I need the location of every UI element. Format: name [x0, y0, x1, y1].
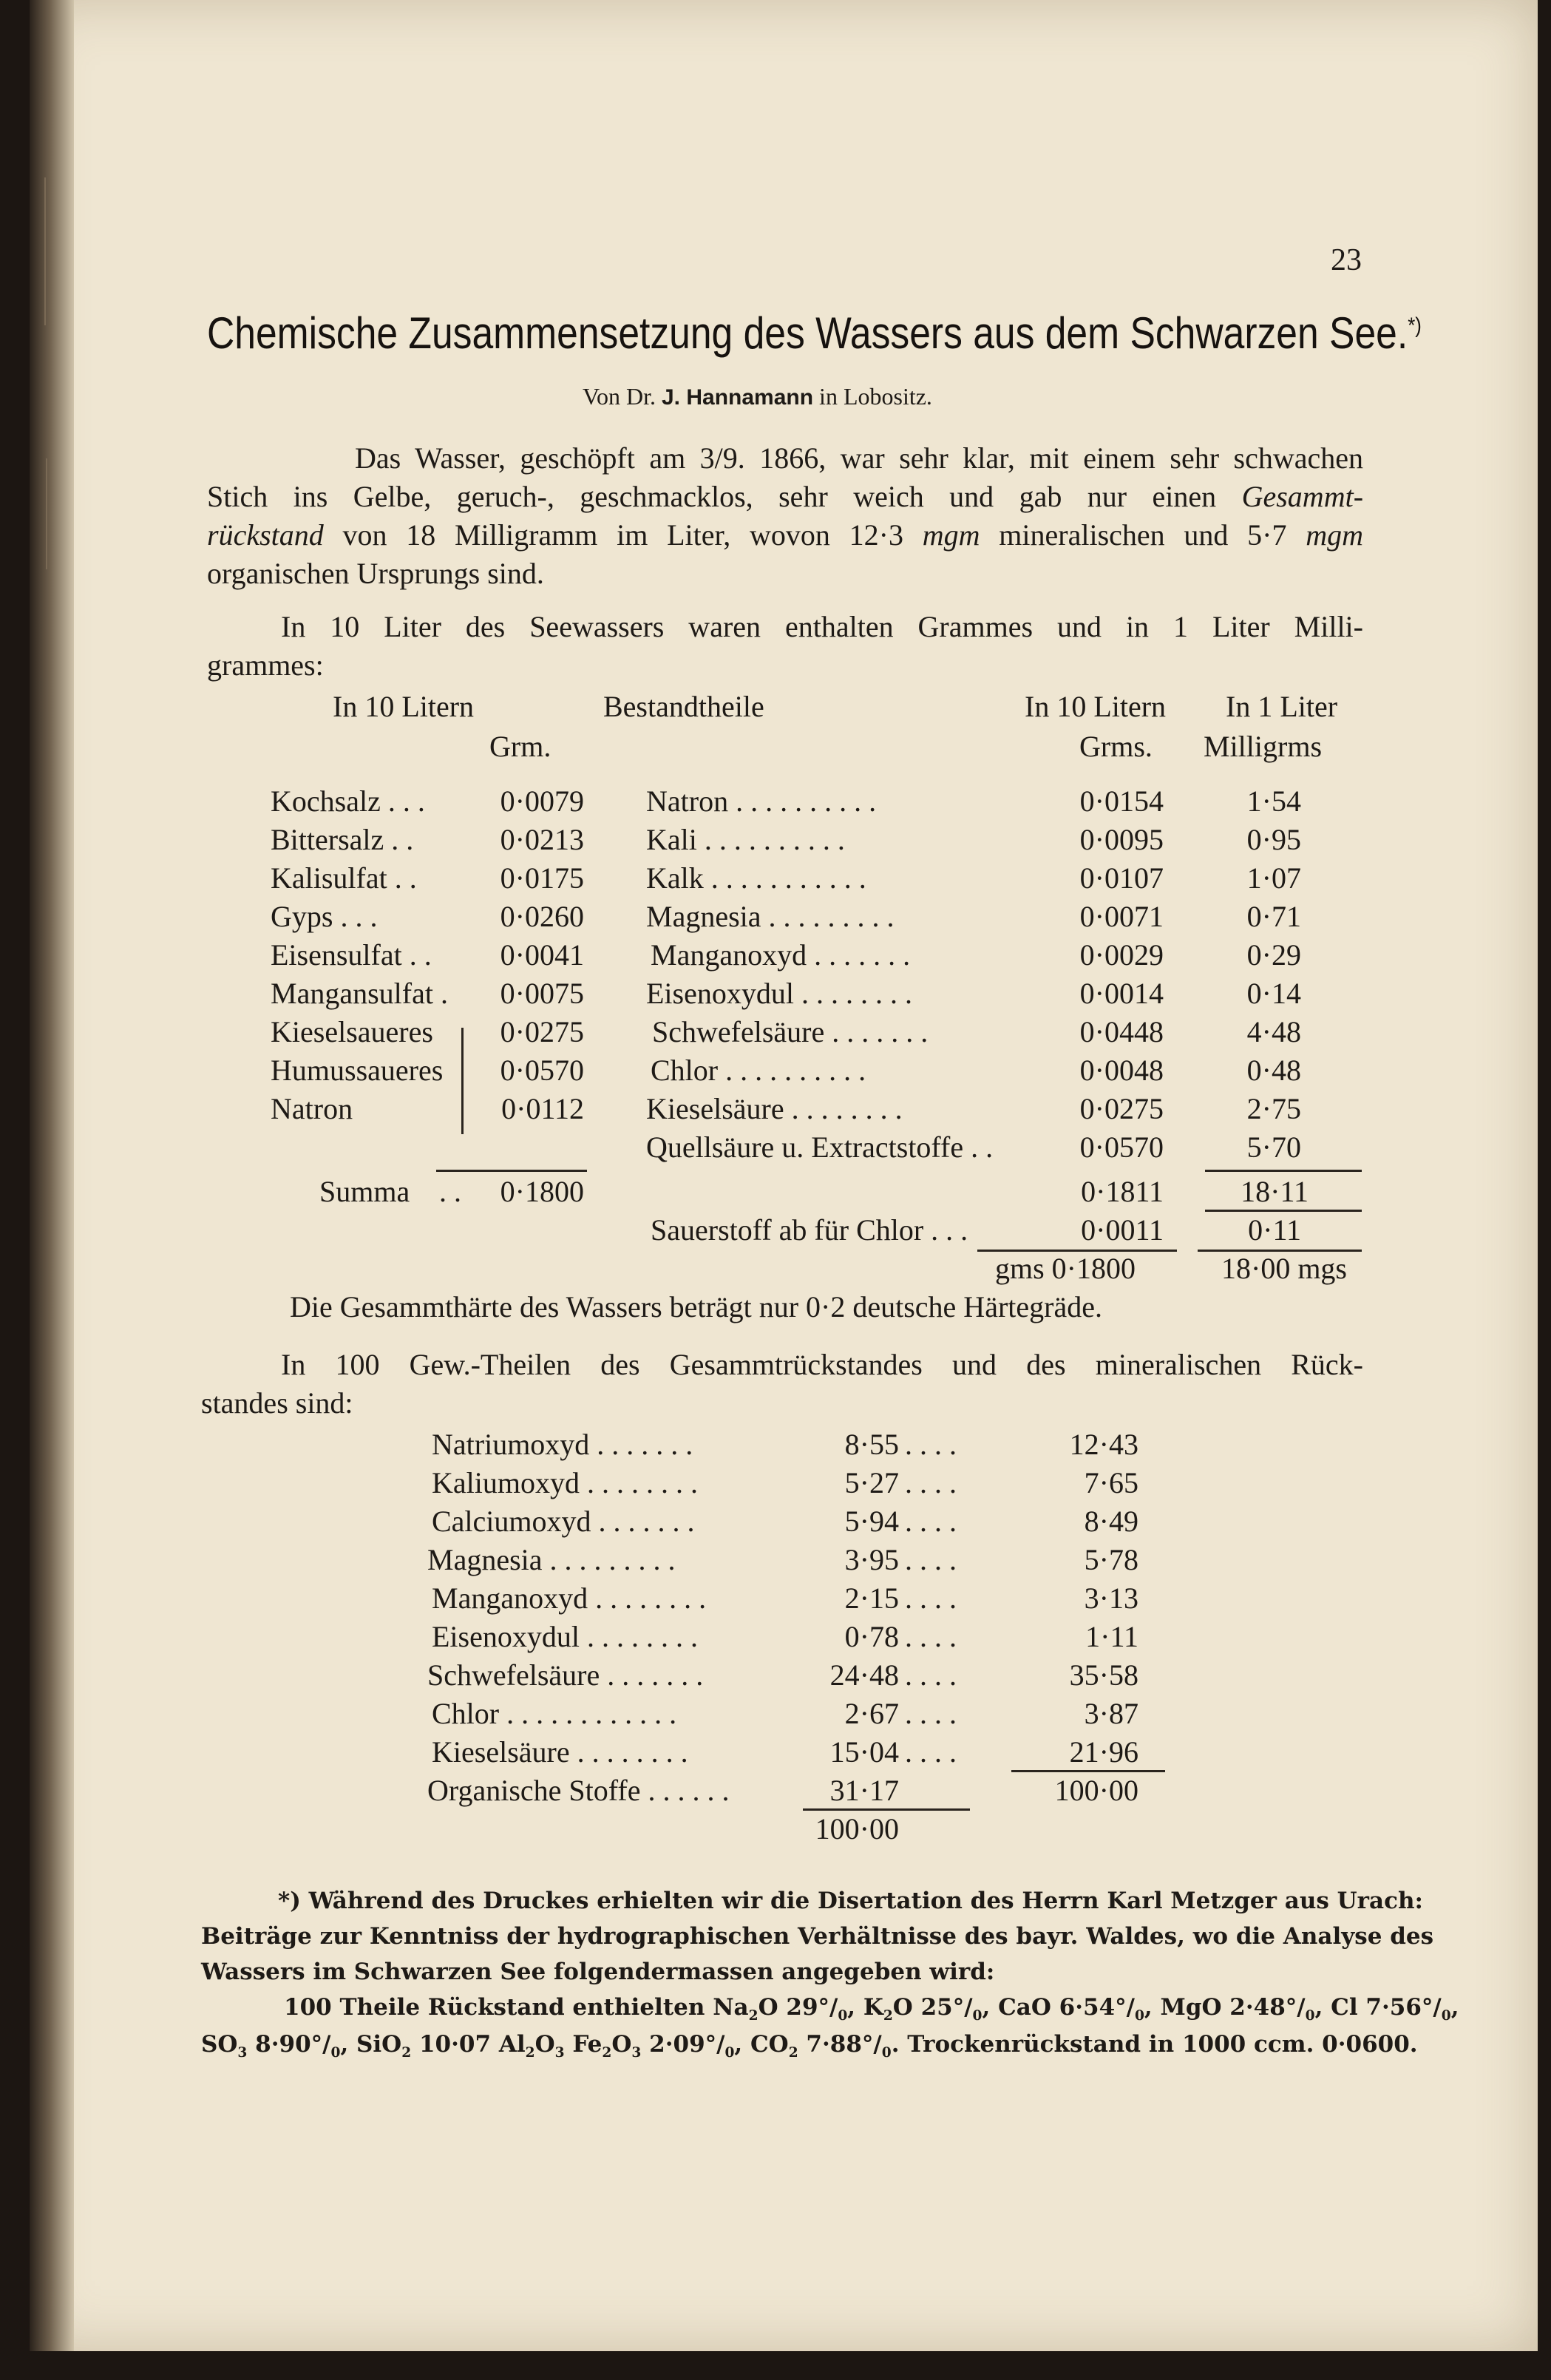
- table1-right-name: Manganoxyd . . . . . . .: [651, 938, 911, 972]
- table2-dots: . . . .: [905, 1543, 957, 1576]
- paragraph-line: Das Wasser, geschöpft am 3/9. 1866, war sehr klar, mit einem sehr schwachen: [355, 441, 1363, 475]
- article-title: [207, 308, 1422, 359]
- table2-value-b: 35·58: [1069, 1658, 1138, 1692]
- table1-header-left-unit: Grm.: [489, 730, 551, 763]
- footnote-line: *) Während des Druckes erhielten wir die Disertation des Herrn Karl Metzger aus Urach:: [278, 1888, 1423, 1914]
- table1-right-grams: 0·0570: [1079, 1130, 1164, 1164]
- table2-name: Natriumoxyd . . . . . . .: [432, 1428, 693, 1461]
- paragraph-line: rückstand von 18 Milligramm im Liter, wovon 12·3 mgm mineralischen und 5·7 mgm: [207, 518, 1364, 552]
- table1-right-name: Kali . . . . . . . . . .: [646, 823, 845, 856]
- table1-final-mg: 18·00 mgs: [1221, 1252, 1347, 1285]
- table1-header-grams-unit: Grms.: [1079, 730, 1153, 763]
- table2-total-a: 100·00: [815, 1812, 899, 1845]
- byline-suffix: in Lobositz.: [819, 383, 932, 410]
- table2-name: Kaliumoxyd . . . . . . . .: [432, 1466, 698, 1499]
- author-name: J. Hannamann: [661, 385, 814, 410]
- table1-left-value: 0·0260: [500, 900, 584, 933]
- table1-oxygen-grams: 0·0011: [1081, 1213, 1164, 1247]
- table1-header-grams: In 10 Litern: [1025, 690, 1167, 723]
- table1-left-name: Kieselsaueres: [271, 1015, 433, 1048]
- table1-right-grams: 0·0154: [1079, 784, 1164, 818]
- table1-oxygen-mg: 0·11: [1248, 1213, 1301, 1247]
- table2-value-b: 12·43: [1069, 1428, 1138, 1461]
- table2-value-a: 2·15: [844, 1581, 899, 1615]
- table1-left-value: 0·0075: [500, 977, 584, 1010]
- table1-header-mg-unit: Milligrms: [1204, 730, 1323, 763]
- table2-value-b: 3·13: [1084, 1581, 1138, 1615]
- title-text: Chemische Zusammensetzung des Wassers aus dem Schwarzen See.: [207, 308, 1408, 358]
- table2-value-b: 21·96: [1069, 1735, 1138, 1769]
- subtotal-rule: [1205, 1170, 1362, 1172]
- table2-value-b: 1·11: [1085, 1620, 1138, 1653]
- footnote-formula-line: $SO_3$ $8\cdot 90^\circ/_0$, SiO$_2$ 10·07 $Al_2O_3$ $Fe_2O_3$ $2\cdot 09^\circ/_0$, $CO_2$ $7\cdot 88^\circ/_0$. Trockenrückstand in 1000 ccm. 0·0600.: [201, 2031, 1418, 2061]
- table1-right-name: Eisenoxydul . . . . . . . .: [646, 977, 912, 1010]
- footnote-line: Beiträge zur Kenntniss der hydrographischen Verhältnisse des bayr. Waldes, wo die Analyse des: [201, 1923, 1434, 1950]
- table1-right-mg: 0·48: [1246, 1054, 1301, 1087]
- table1-left-value: 0·0175: [500, 861, 584, 895]
- table1-right-name: Natron . . . . . . . . . .: [646, 784, 877, 818]
- table2-value-a: 24·48: [829, 1658, 899, 1692]
- curly-brace: [461, 1028, 474, 1134]
- paragraph-line: standes sind:: [201, 1386, 353, 1420]
- table1-left-name: Eisensulfat . .: [271, 938, 432, 972]
- table2-value-a: 3·95: [844, 1543, 899, 1576]
- table1-header-left: In 10 Litern: [333, 690, 475, 723]
- table2-name: Calciumoxyd . . . . . . .: [432, 1505, 695, 1538]
- table1-left-value: 0·0041: [500, 938, 584, 972]
- paragraph-line: In 100 Gew.-Theilen des Gesammtrückstandes und des mineralischen Rück-: [281, 1348, 1363, 1381]
- paragraph-line: grammes:: [207, 648, 324, 682]
- paragraph-line: organischen Ursprungs sind.: [207, 557, 544, 590]
- table1-sum-dots: . .: [439, 1175, 461, 1208]
- paragraph-line: Stich ins Gelbe, geruch-, geschmacklos, sehr weich und gab nur einen Gesammt-: [207, 480, 1364, 513]
- footnote-formula-line: 100 Theile Rückstand enthielten $Na_2O$ $29^\circ/_0$, $K_2O$ $25^\circ/_0$, CaO $6\cdot 54^\circ/_0$, MgO $2\cdot 48^\circ/_0$, Cl $7\cdot 56^\circ/_0$,: [284, 1994, 1459, 2024]
- page-number: 23: [1331, 243, 1362, 277]
- table1-left-value: 0·0570: [500, 1054, 584, 1087]
- table2-rule-a: [803, 1808, 970, 1811]
- table1-subtotal-mg: 18·11: [1241, 1175, 1309, 1208]
- table2-value-a: 2·67: [844, 1697, 899, 1730]
- table2-value-b: 3·87: [1084, 1697, 1138, 1730]
- table2-dots: . . . .: [905, 1581, 957, 1615]
- table2-name: Kieselsäure . . . . . . . .: [432, 1735, 688, 1769]
- table2-value-b: 5·78: [1084, 1543, 1138, 1576]
- table1-header-middle: Bestandtheile: [603, 690, 764, 723]
- byline: [583, 383, 932, 410]
- table2-dots: . . . .: [905, 1697, 957, 1730]
- table2-value-a: 31·17: [829, 1774, 899, 1807]
- table2-dots: . . . .: [905, 1658, 957, 1692]
- table1-right-name: Magnesia . . . . . . . . .: [646, 900, 895, 933]
- table1-right-name: Chlor . . . . . . . . . .: [651, 1054, 866, 1087]
- table1-left-value: 0·0079: [500, 784, 584, 818]
- sum-rule: [436, 1170, 587, 1172]
- table1-right-grams: 0·0071: [1079, 900, 1164, 933]
- table2-value-a: 5·94: [844, 1505, 899, 1538]
- table1-right-mg: 4·48: [1246, 1015, 1301, 1048]
- table1-right-name: Kalk . . . . . . . . . . .: [646, 861, 866, 895]
- table2-name: Eisenoxydul . . . . . . . .: [432, 1620, 698, 1653]
- table1-right-name: Kieselsäure . . . . . . . .: [646, 1092, 903, 1125]
- footnote-line: Wassers im Schwarzen See folgendermassen angegeben wird:: [201, 1959, 995, 1985]
- table1-right-name: Schwefelsäure . . . . . . .: [652, 1015, 929, 1048]
- table1-left-name: Kochsalz . . .: [271, 784, 425, 818]
- table1-final-grams: gms 0·1800: [995, 1252, 1136, 1285]
- table2-value-a: 0·78: [844, 1620, 899, 1653]
- table2-value-a: 8·55: [844, 1428, 899, 1461]
- paper-page: [30, 0, 1538, 2351]
- table1-left-name: Mangansulfat .: [271, 977, 448, 1010]
- table1-left-value: 0·0275: [500, 1015, 584, 1048]
- table2-value-a: 15·04: [829, 1735, 899, 1769]
- table2-name: Organische Stoffe . . . . . .: [427, 1774, 730, 1807]
- book-gutter: [30, 0, 74, 2351]
- table1-right-grams: 0·0107: [1079, 861, 1164, 895]
- table1-sum-value: 0·1800: [500, 1175, 584, 1208]
- table1-right-grams: 0·0048: [1079, 1054, 1164, 1087]
- table1-sum-label: Summa: [319, 1175, 410, 1208]
- table1-left-name: Gyps . . .: [271, 900, 378, 933]
- table2-dots: . . . .: [905, 1620, 957, 1653]
- table1-subtotal-grams: 0·1811: [1081, 1175, 1164, 1208]
- table1-left-name: Humussaueres: [271, 1054, 444, 1087]
- table1-right-mg: 0·71: [1246, 900, 1301, 933]
- table2-total-b: 100·00: [1054, 1774, 1138, 1807]
- table2-name: Manganoxyd . . . . . . . .: [432, 1581, 707, 1615]
- table1-right-mg: 2·75: [1246, 1092, 1301, 1125]
- byline-prefix: Von Dr.: [583, 383, 656, 410]
- title-footnote-marker: *): [1408, 313, 1422, 338]
- table1-header-mg: In 1 Liter: [1226, 690, 1338, 723]
- table1-right-mg: 0·14: [1246, 977, 1301, 1010]
- table2-dots: . . . .: [905, 1466, 957, 1499]
- table1-right-grams: 0·0014: [1079, 977, 1164, 1010]
- table2-value-b: 7·65: [1084, 1466, 1138, 1499]
- margin-mark: [46, 458, 47, 569]
- table2-value-b: 8·49: [1084, 1505, 1138, 1538]
- table1-right-mg: 1·54: [1246, 784, 1301, 818]
- table2-name: Magnesia . . . . . . . . .: [427, 1543, 676, 1576]
- table2-dots: . . . .: [905, 1735, 957, 1769]
- table1-left-name: Bittersalz . .: [271, 823, 414, 856]
- table1-right-grams: 0·0095: [1079, 823, 1164, 856]
- margin-mark: [44, 177, 46, 325]
- table1-right-grams: 0·0275: [1079, 1092, 1164, 1125]
- table2-dots: . . . .: [905, 1428, 957, 1461]
- table1-right-mg: 5·70: [1246, 1130, 1301, 1164]
- table1-left-value: 0·0213: [500, 823, 584, 856]
- table1-right-mg: 0·29: [1246, 938, 1301, 972]
- table1-right-name: Quellsäure u. Extractstoffe . .: [646, 1130, 994, 1164]
- table2-name: Schwefelsäure . . . . . . .: [427, 1658, 704, 1692]
- table2-name: Chlor . . . . . . . . . . . .: [432, 1697, 677, 1730]
- table2-dots: . . . .: [905, 1505, 957, 1538]
- table1-right-grams: 0·0448: [1079, 1015, 1164, 1048]
- table1-oxygen-label: Sauerstoff ab für Chlor . . .: [651, 1213, 968, 1247]
- subtotal-underline: [1205, 1210, 1362, 1212]
- paragraph-line: In 10 Liter des Seewassers waren enthalten Grammes und in 1 Liter Milli-: [281, 610, 1363, 643]
- table1-right-grams: 0·0029: [1079, 938, 1164, 972]
- hardness-sentence: Die Gesammthärte des Wassers beträgt nur 0·2 deutsche Härtegräde.: [290, 1290, 1102, 1323]
- table2-value-a: 5·27: [844, 1466, 899, 1499]
- table1-left-name: Kalisulfat . .: [271, 861, 417, 895]
- table1-right-mg: 0·95: [1246, 823, 1301, 856]
- table1-left-name: Natron: [271, 1092, 353, 1125]
- table1-right-mg: 1·07: [1246, 861, 1301, 895]
- table2-rule-b: [1011, 1770, 1165, 1772]
- table1-left-value: 0·0112: [501, 1092, 584, 1125]
